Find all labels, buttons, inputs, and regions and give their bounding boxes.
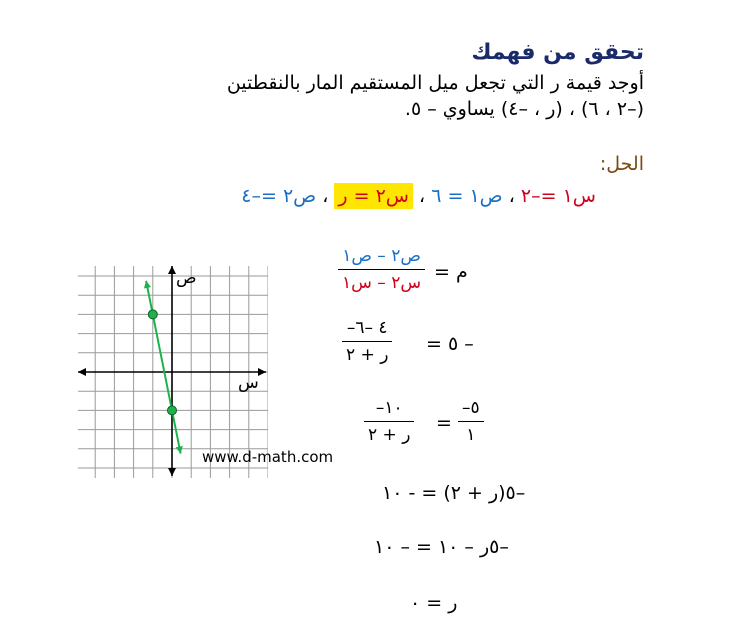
- known-values: [241, 185, 596, 207]
- step5-result: ر = ٠: [410, 592, 458, 614]
- graph-point: [148, 310, 157, 319]
- separator: ،: [322, 185, 329, 207]
- step2-lhs-numerator: –٥: [458, 398, 484, 422]
- step1-lhs: – ٥ =: [426, 333, 474, 355]
- step4-equation: –٥ر – ١٠ = – ١٠: [374, 536, 509, 558]
- axes: [78, 266, 266, 476]
- step2-rhs-denominator: ر + ٢: [368, 425, 411, 445]
- known-y2: ص٢ =–٤: [241, 185, 317, 207]
- slope-lhs: م =: [434, 261, 468, 283]
- step2-rhs-numerator: –١٠: [364, 398, 414, 422]
- y-axis-arrow-down: [168, 468, 176, 476]
- separator: ،: [508, 185, 515, 207]
- coordinate-graph: [78, 266, 268, 478]
- known-x1: س١ =–٢: [520, 185, 596, 207]
- step2-rhs-fraction: [364, 398, 414, 445]
- step2-equals: =: [436, 412, 452, 434]
- step3-equation: –٥(ر + ٢) = - ١٠: [382, 482, 526, 504]
- problem-statement-line-2: (–٢ ، ٦) ، (ر ، –٤) يساوي – ٥.: [404, 98, 644, 120]
- step1-numerator: –٤ –٦: [342, 318, 392, 342]
- x-axis-arrow-left: [78, 368, 86, 376]
- slope-numerator: ص٢ – ص١: [338, 246, 425, 270]
- graph-line-arrow-top: [144, 281, 151, 289]
- graph-line-arrow-bottom: [176, 446, 183, 454]
- known-y1: ص١ = ٦: [431, 185, 503, 207]
- step1-fraction: [342, 318, 392, 365]
- solution-label: الحل:: [599, 153, 644, 175]
- y-axis-arrow-up: [168, 266, 176, 274]
- graph-point: [168, 406, 177, 415]
- plotted-line: [144, 281, 183, 454]
- watermark-url: www.d-math.com: [202, 448, 334, 466]
- separator: ،: [419, 185, 426, 207]
- known-x2-highlighted: س٢ = ر: [334, 183, 413, 209]
- graph-line: [146, 281, 181, 454]
- slope-denominator: س٢ – س١: [342, 273, 422, 293]
- x-axis-label: س: [238, 373, 259, 393]
- exercise-title: تحقق من فهمك: [471, 40, 644, 65]
- step2-lhs-fraction: [458, 398, 484, 445]
- x-axis-arrow-right: [258, 368, 266, 376]
- slope-formula-fraction: [338, 246, 425, 293]
- step2-lhs-denominator: ١: [466, 425, 476, 445]
- problem-statement-line-1: أوجد قيمة ر التي تجعل ميل المستقيم المار بالنقطتين: [226, 72, 644, 94]
- step1-denominator: ر + ٢: [346, 345, 389, 365]
- y-axis-label: ص: [176, 268, 197, 288]
